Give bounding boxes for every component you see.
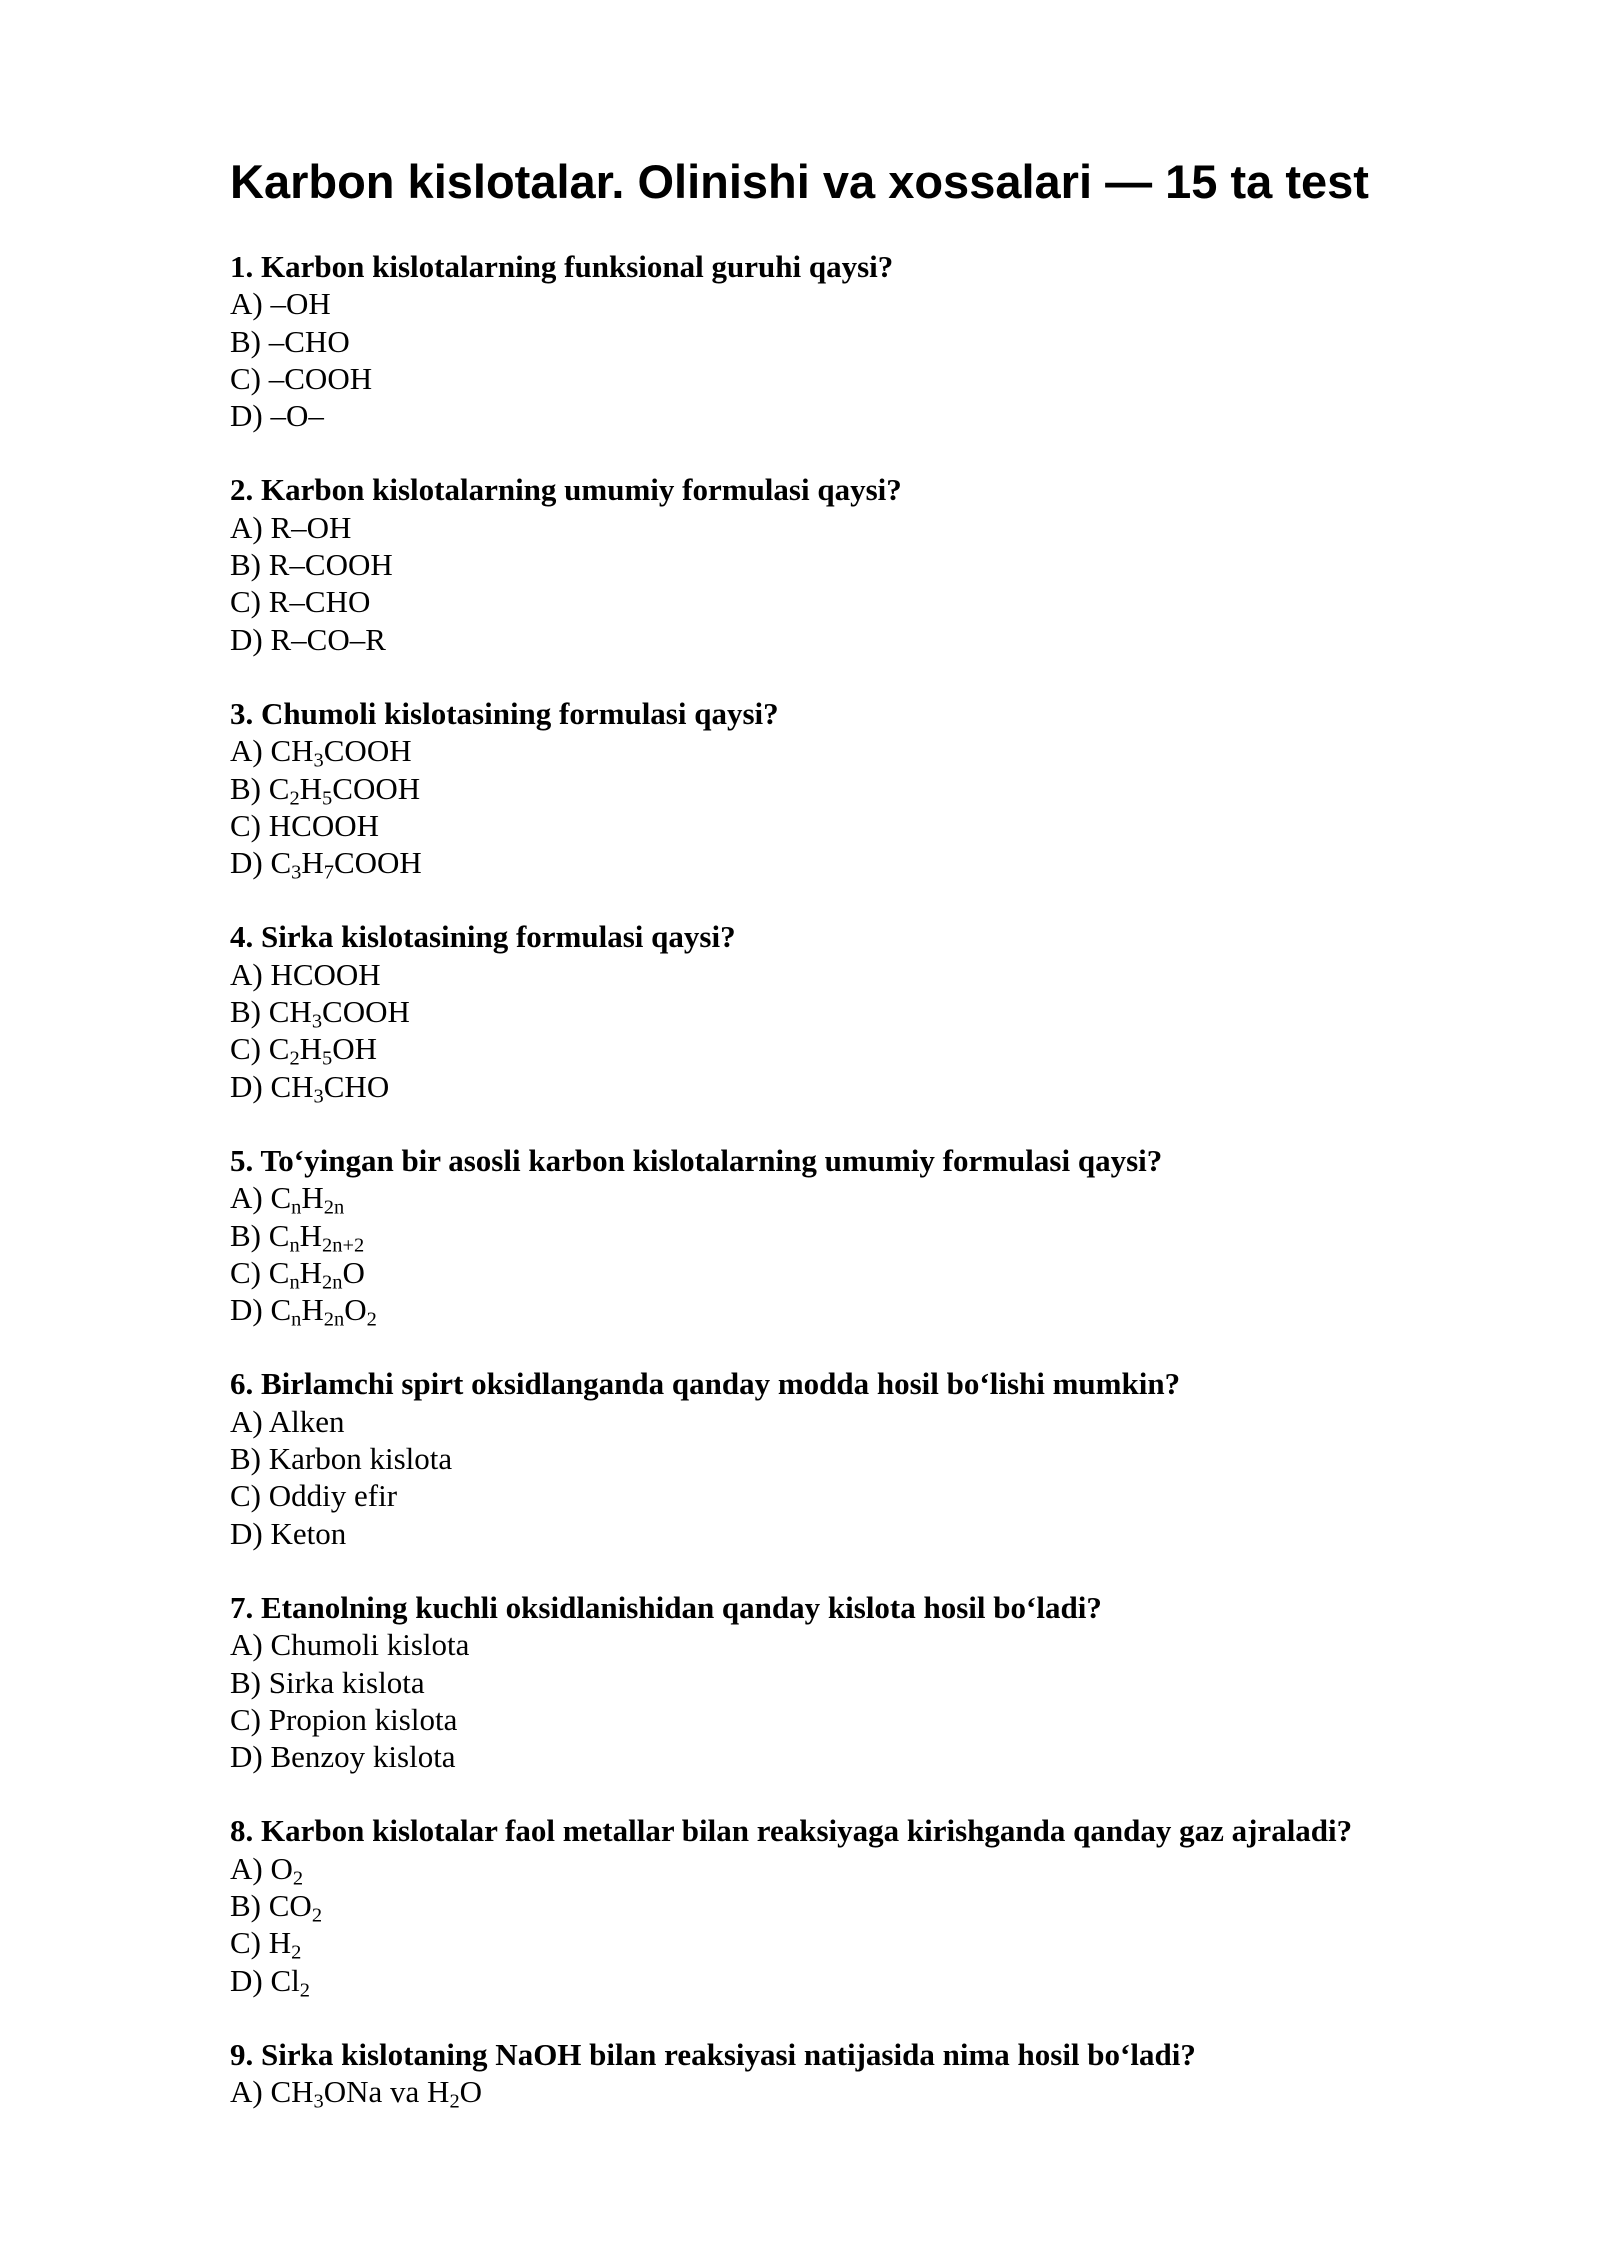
- question-text: 8. Karbon kislotalar faol metallar bilan reaksiyaga kirishganda qanday gaz ajraladi?: [230, 1813, 1353, 1849]
- question-text: 7. Etanolning kuchli oksidlanishidan qanday kislota hosil bo‘ladi?: [230, 1589, 1102, 1625]
- question-4: [230, 918, 1410, 1108]
- question-8: [230, 1812, 1410, 2002]
- answer-option-d: D) R–CO–R: [230, 621, 386, 657]
- answer-option-a: A) $CH_3COOH$: [230, 733, 412, 772]
- document-title: Karbon kislotalar. Olinishi va xossalari — 15 ta test: [230, 155, 1369, 208]
- answer-option-b: B) –CHO: [230, 323, 350, 359]
- answer-option-c: C) –COOH: [230, 360, 373, 396]
- answer-option-d: D) $CH_3CHO$: [230, 1068, 390, 1108]
- answer-option-d: D) $C_3H_7COOH$: [230, 845, 422, 884]
- answer-option-b: B) Karbon kislota: [230, 1441, 453, 1477]
- answer-option-b: B) $C_nH_{2n+2}$: [230, 1217, 365, 1257]
- answer-option-d: D) Keton: [230, 1515, 347, 1551]
- question-1: [230, 248, 1410, 434]
- answer-option-a: A) $O_2$: [230, 1850, 304, 1890]
- question-5: [230, 1142, 1410, 1331]
- answer-option-c: C) Propion kislota: [230, 1701, 458, 1737]
- answer-option-b: B) Sirka kislota: [230, 1664, 425, 1700]
- answer-option-b: B) $CH_3COOH$: [230, 994, 410, 1033]
- question-text: 2. Karbon kislotalarning umumiy formulasi qaysi?: [230, 472, 902, 508]
- answer-option-c: C) HCOOH: [230, 807, 379, 843]
- question-7: [230, 1589, 1410, 1775]
- answer-option-a: A) HCOOH: [230, 956, 381, 992]
- answer-option-d: D) $C_nH_{2n}O_2$: [230, 1292, 377, 1331]
- answer-option-c: C) $C_nH_{2n}O$: [230, 1254, 365, 1294]
- question-3: [230, 695, 1410, 884]
- answer-option-a: A) $CH_3ONa$ va $H_2O$: [230, 2074, 483, 2113]
- answer-option-d: D) Benzoy kislota: [230, 1739, 456, 1775]
- question-text: 1. Karbon kislotalarning funksional guruhi qaysi?: [230, 249, 894, 284]
- question-text: 6. Birlamchi spirt oksidlanganda qanday modda hosil bo‘lishi mumkin?: [230, 1366, 1181, 1402]
- question-list: [230, 248, 1410, 2113]
- answer-option-a: A) Alken: [230, 1403, 345, 1439]
- answer-option-d: D) $Cl_2$: [230, 1962, 310, 2002]
- document-page: [230, 150, 1410, 2147]
- answer-option-d: D) –O–: [230, 398, 324, 434]
- answer-option-a: A) Chumoli kislota: [230, 1627, 470, 1663]
- question-2: [230, 471, 1410, 657]
- answer-option-a: A) R–OH: [230, 509, 352, 545]
- question-text: 3. Chumoli kislotasining formulasi qaysi?: [230, 695, 779, 731]
- answer-option-b: B) $CO_2$: [230, 1887, 323, 1927]
- answer-option-a: A) –OH: [230, 286, 331, 322]
- question-text: 5. To‘yingan bir asosli karbon kislotalarning umumiy formulasi qaysi?: [230, 1142, 1163, 1178]
- answer-option-c: C) $H_2$: [230, 1925, 302, 1964]
- answer-option-c: C) $C_2H_5OH$: [230, 1031, 378, 1071]
- answer-option-c: C) R–CHO: [230, 584, 371, 620]
- answer-option-b: B) $C_2H_5COOH$: [230, 770, 421, 810]
- question-text: 4. Sirka kislotasining formulasi qaysi?: [230, 919, 736, 955]
- answer-option-b: B) R–COOH: [230, 547, 393, 583]
- answer-option-a: A) $C_nH_{2n}$: [230, 1180, 345, 1219]
- question-text: 9. Sirka kislotaning NaOH bilan reaksiyasi natijasida nima hosil bo‘ladi?: [230, 2036, 1196, 2072]
- question-6: [230, 1365, 1410, 1551]
- answer-option-c: C) Oddiy efir: [230, 1478, 398, 1514]
- question-9: [230, 2036, 1410, 2111]
